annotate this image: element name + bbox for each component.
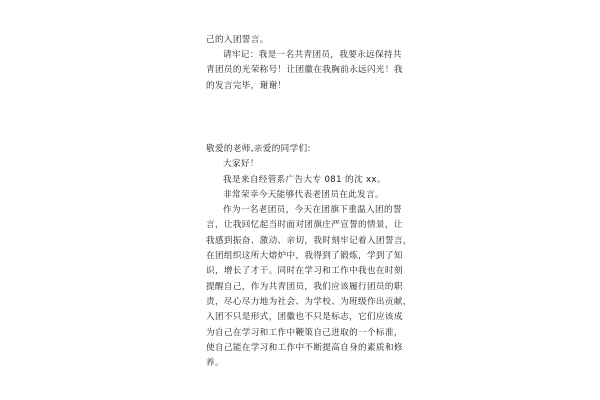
paragraph-line: 请牢记：我是一名共青团员，我要永远保持共: [223, 50, 402, 61]
paragraph-line: 的发言完毕，谢谢！: [206, 80, 287, 91]
greeting-line: 大家好！: [223, 159, 259, 170]
paragraph-line: 养。: [206, 358, 224, 369]
paragraph-line: 非常荣幸今天能够代表老团员在此发言。: [223, 189, 384, 200]
paragraph-line: 言，让我回忆起当时面对团旗庄严宣誓的情景，让: [206, 220, 403, 231]
paragraph-line: 我感到振奋、激动、亲切，我时刻牢记着入团誓言，: [206, 235, 412, 246]
paragraph-line: 我是来自经管系广告大专 081 的沈 xx。: [223, 174, 386, 185]
paragraph-line: 在团组织这所大熔炉中，我得到了锻炼，学到了知: [206, 251, 403, 262]
paragraph-line: 责，尽心尽力地为社会、为学校、为班级作出贡献，: [206, 296, 412, 307]
paragraph-line: 青团员的光荣称号！让团徽在我胸前永远闪光！我: [206, 65, 403, 76]
paragraph-line: 识，增长了才干。同时在学习和工作中我也在时刻: [206, 266, 403, 277]
paragraph-line: 为自己在学习和工作中鞭策自己进取的一个标准，: [206, 327, 403, 338]
salutation-line: 敬爱的老师,亲爱的同学们:: [206, 144, 311, 154]
paragraph-line: 作为一名老团员，今天在团旗下重温入团的誓: [223, 205, 402, 216]
speech-body-section: [206, 142, 412, 371]
paragraph-line: 使自己能在学习和工作中不断提高自身的素质和修: [206, 342, 403, 353]
paragraph-line: 己的入团誓言。: [206, 35, 269, 45]
paragraph-line: 提醒自己，作为共青团员，我们应该履行团员的职: [206, 281, 403, 292]
speech-ending-section: [206, 33, 406, 94]
paragraph-line: 入团不只是形式，团徽也不只是标志，它们应该成: [206, 312, 403, 323]
